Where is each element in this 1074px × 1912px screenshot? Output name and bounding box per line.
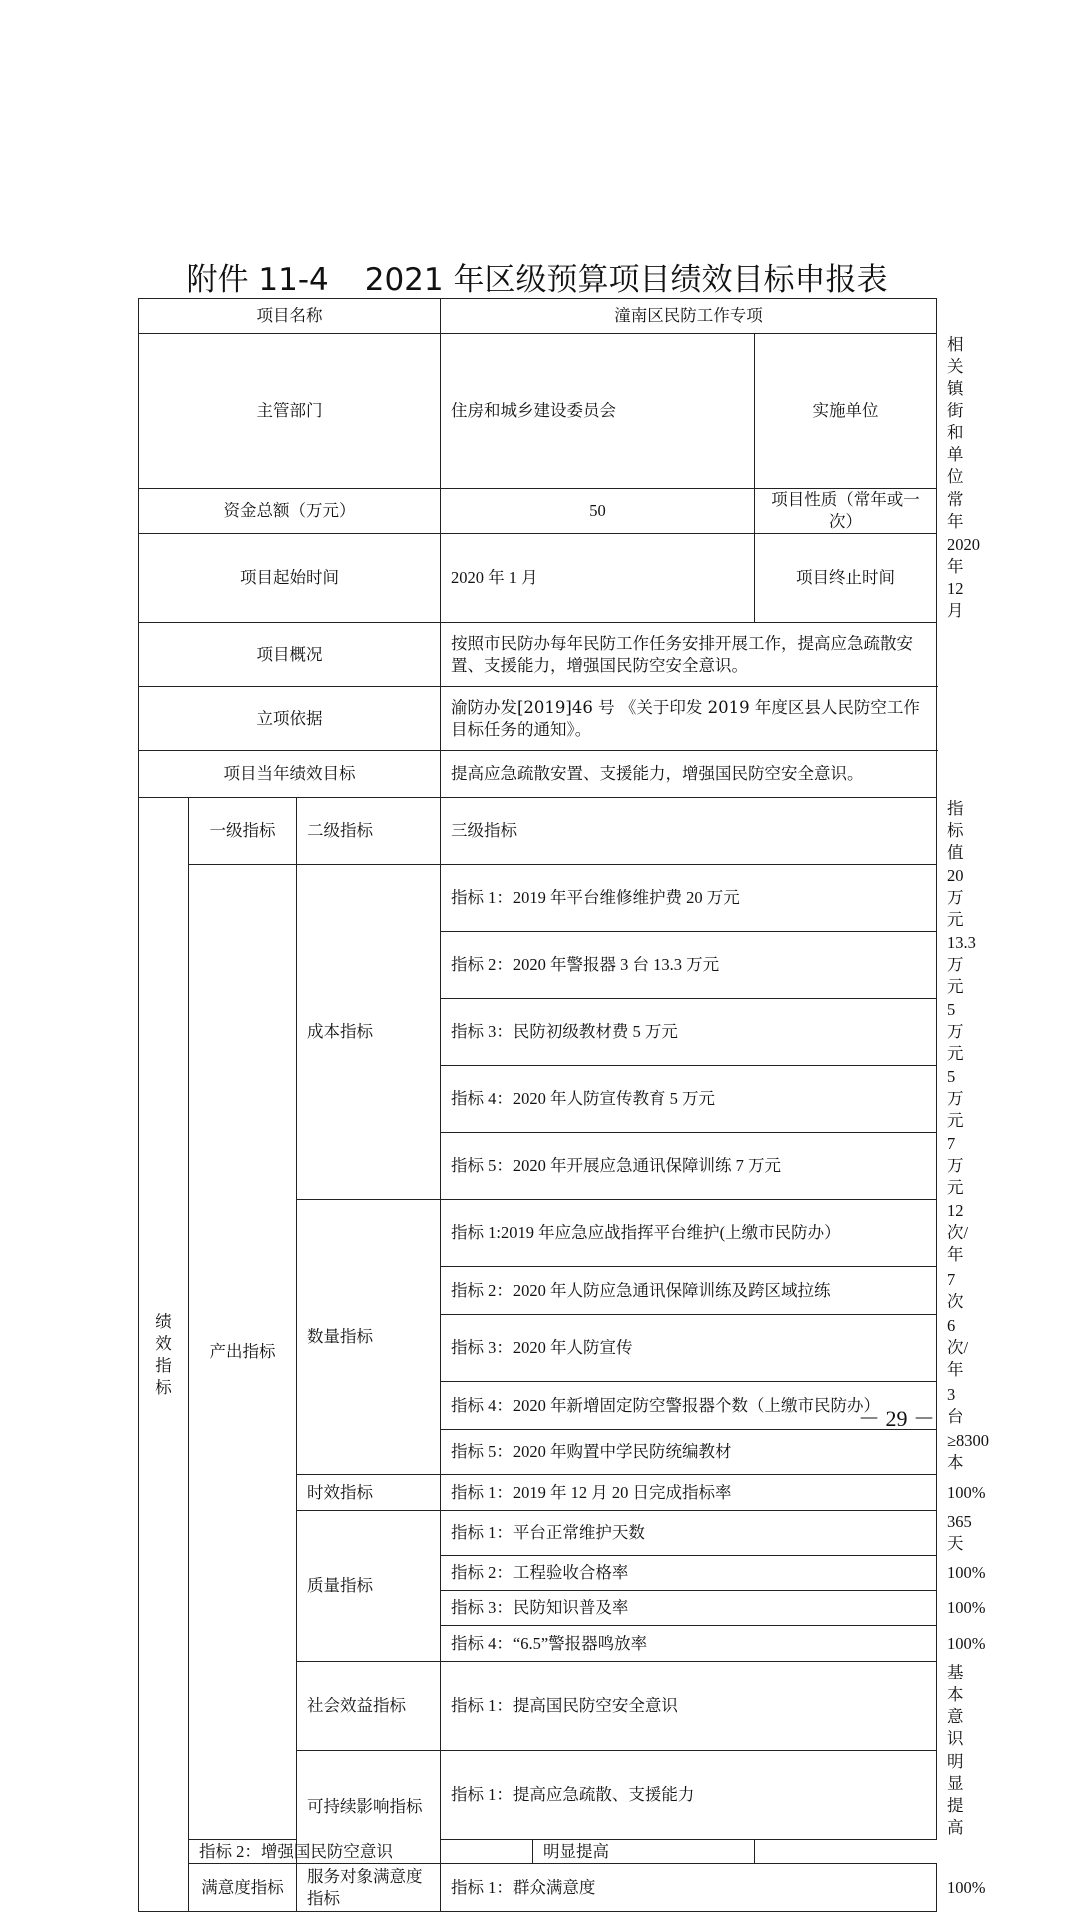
quantity-1-name: 指标 1:2019 年应急应战指挥平台维护(上缴市民防办）: [441, 1200, 937, 1267]
indicator-header-row: 绩效指标 一级指标 二级指标 三级指标 指标值: [139, 798, 937, 865]
row-goal: [139, 751, 937, 798]
performance-table: [138, 298, 990, 1912]
overview-value: 按照市民防办每年民防工作任务安排开展工作，提高应急疏散安置、支援能力，增强国民防空安全意识。: [441, 623, 937, 687]
timeliness-label: 时效指标: [297, 1475, 441, 1511]
goal-label: 项目当年绩效目标: [139, 751, 441, 798]
table-row: 指标 3：民防初级教材费 5 万元 5 万元: [139, 999, 937, 1066]
side-label: 绩效指标: [155, 1311, 172, 1397]
cost-5-name: 指标 5：2020 年开展应急通讯保障训练 7 万元: [441, 1133, 937, 1200]
quantity-4-name: 指标 4：2020 年新增固定防空警报器个数（上缴市民防办）: [441, 1382, 937, 1430]
cost-4-name: 指标 4：2020 年人防宣传教育 5 万元: [441, 1066, 937, 1133]
title-main: 2021 年区级预算项目绩效目标申报表: [364, 262, 888, 298]
table-row: 社会效益指标 指标 1：提高国民防空安全意识 基本意识: [139, 1662, 937, 1751]
sustain-2-name: 指标 2：增强国民防空意识: [189, 1840, 533, 1864]
service-label: 服务对象满意度指标: [297, 1864, 441, 1912]
quality-label: 质量指标: [297, 1511, 441, 1662]
sustain-1-name: 指标 1：提高应急疏散、支援能力: [441, 1751, 937, 1840]
cost-2-name: 指标 2：2020 年警报器 3 台 13.3 万元: [441, 932, 937, 999]
quality-1-name: 指标 1：平台正常维护天数: [441, 1511, 937, 1556]
table-row: 数量指标 指标 1:2019 年应急应战指挥平台维护(上缴市民防办） 12 次/年: [139, 1200, 937, 1267]
table-row: 指标 3：2020 年人防宣传 6 次/年: [139, 1315, 937, 1382]
quantity-5-name: 指标 5：2020 年购置中学民防统编教材: [441, 1430, 937, 1475]
start-value: 2020 年 1 月: [441, 534, 755, 623]
dept-label: 主管部门: [139, 334, 441, 489]
row-funds: 资金总额（万元） 50 项目性质（常年或一次） 常年: [139, 489, 937, 534]
table-row: 产出指标 成本指标 指标 1：2019 年平台维修维护费 20 万元 20 万元: [139, 865, 937, 932]
table-row: 指标 5：2020 年购置中学民防统编教材 ≥8300 本: [139, 1430, 937, 1475]
quantity-2-name: 指标 2：2020 年人防应急通讯保障训练及跨区域拉练: [441, 1267, 937, 1315]
table-row: 指标 4：2020 年人防宣传教育 5 万元 5 万元: [139, 1066, 937, 1133]
satisfaction-label: 满意度指标: [189, 1864, 297, 1912]
table-row: 质量指标 指标 1：平台正常维护天数 365 天: [139, 1511, 937, 1556]
project-name-label: 项目名称: [139, 299, 441, 334]
social-1-name: 指标 1：提高国民防空安全意识: [441, 1662, 937, 1751]
impl-label: 实施单位: [755, 334, 937, 489]
table-row: 指标 2：2020 年人防应急通讯保障训练及跨区域拉练 7 次: [139, 1267, 937, 1315]
funds-label: 资金总额（万元）: [139, 489, 441, 534]
quantity-3-name: 指标 3：2020 年人防宣传: [441, 1315, 937, 1382]
cost-3-name: 指标 3：民防初级教材费 5 万元: [441, 999, 937, 1066]
sustain-2-value: 明显提高: [533, 1840, 755, 1864]
funds-value: 50: [441, 489, 755, 534]
row-dept: 主管部门 住房和城乡建设委员会 实施单位 相关镇街和单位: [139, 334, 937, 489]
table-row: 指标 4：“6.5”警报器鸣放率 100%: [139, 1626, 937, 1662]
basis-value: 渝防办发[2019]46 号 《关于印发 2019 年度区县人民防空工作目标任务的通知》。: [441, 687, 937, 751]
project-name-value: 潼南区民防工作专项: [441, 299, 937, 334]
nature-label: 项目性质（常年或一次）: [755, 489, 937, 534]
page-number: － 29 －: [858, 1406, 936, 1431]
dept-value: 住房和城乡建设委员会: [441, 334, 755, 489]
basis-label: 立项依据: [139, 687, 441, 751]
cost-1-name: 指标 1：2019 年平台维修维护费 20 万元: [441, 865, 937, 932]
title-prefix: 附件 11-4: [186, 262, 329, 298]
quantity-label: 数量指标: [297, 1200, 441, 1475]
table-row: 满意度指标 服务对象满意度指标 指标 1：群众满意度 100%: [139, 1864, 937, 1912]
satisfaction-1-name: 指标 1：群众满意度: [441, 1864, 937, 1912]
table-row: 指标 2：2020 年警报器 3 台 13.3 万元 13.3 万元: [139, 932, 937, 999]
table-row: [139, 1840, 937, 1864]
row-overview: [139, 623, 937, 687]
table-row: 指标 5：2020 年开展应急通讯保障训练 7 万元 7 万元: [139, 1133, 937, 1200]
row-basis: [139, 687, 937, 751]
social-label: 社会效益指标: [297, 1662, 441, 1751]
table-row: 指标 3：民防知识普及率 100%: [139, 1591, 937, 1626]
cost-label: 成本指标: [297, 865, 441, 1200]
quality-4-name: 指标 4：“6.5”警报器鸣放率: [441, 1626, 937, 1662]
side-label-cell: [139, 798, 189, 1912]
row-project-name: [139, 299, 937, 334]
sustain-label: 可持续影响指标: [297, 1751, 441, 1864]
end-label: 项目终止时间: [755, 534, 937, 623]
header-level3: 三级指标: [441, 798, 937, 865]
header-level2: 二级指标: [297, 798, 441, 865]
table-row: 指标 2：工程验收合格率 100%: [139, 1556, 937, 1591]
header-level1: 一级指标: [189, 798, 297, 865]
row-time: 项目起始时间 2020 年 1 月 项目终止时间 2020 年 12 月: [139, 534, 937, 623]
table-row: 时效指标 指标 1：2019 年 12 月 20 日完成指标率 100%: [139, 1475, 937, 1511]
quality-2-name: 指标 2：工程验收合格率: [441, 1556, 937, 1591]
start-label: 项目起始时间: [139, 534, 441, 623]
page-title: [0, 254, 1074, 299]
timeliness-1-name: 指标 1：2019 年 12 月 20 日完成指标率: [441, 1475, 937, 1511]
quality-3-name: 指标 3：民防知识普及率: [441, 1591, 937, 1626]
overview-label: 项目概况: [139, 623, 441, 687]
goal-value: 提高应急疏散安置、支援能力，增强国民防空安全意识。: [441, 751, 937, 798]
table-row: 可持续影响指标 指标 1：提高应急疏散、支援能力 明显提高: [139, 1751, 937, 1840]
output-label: 产出指标: [189, 865, 297, 1840]
table-row: 指标 4：2020 年新增固定防空警报器个数（上缴市民防办） 3 台: [139, 1382, 937, 1430]
